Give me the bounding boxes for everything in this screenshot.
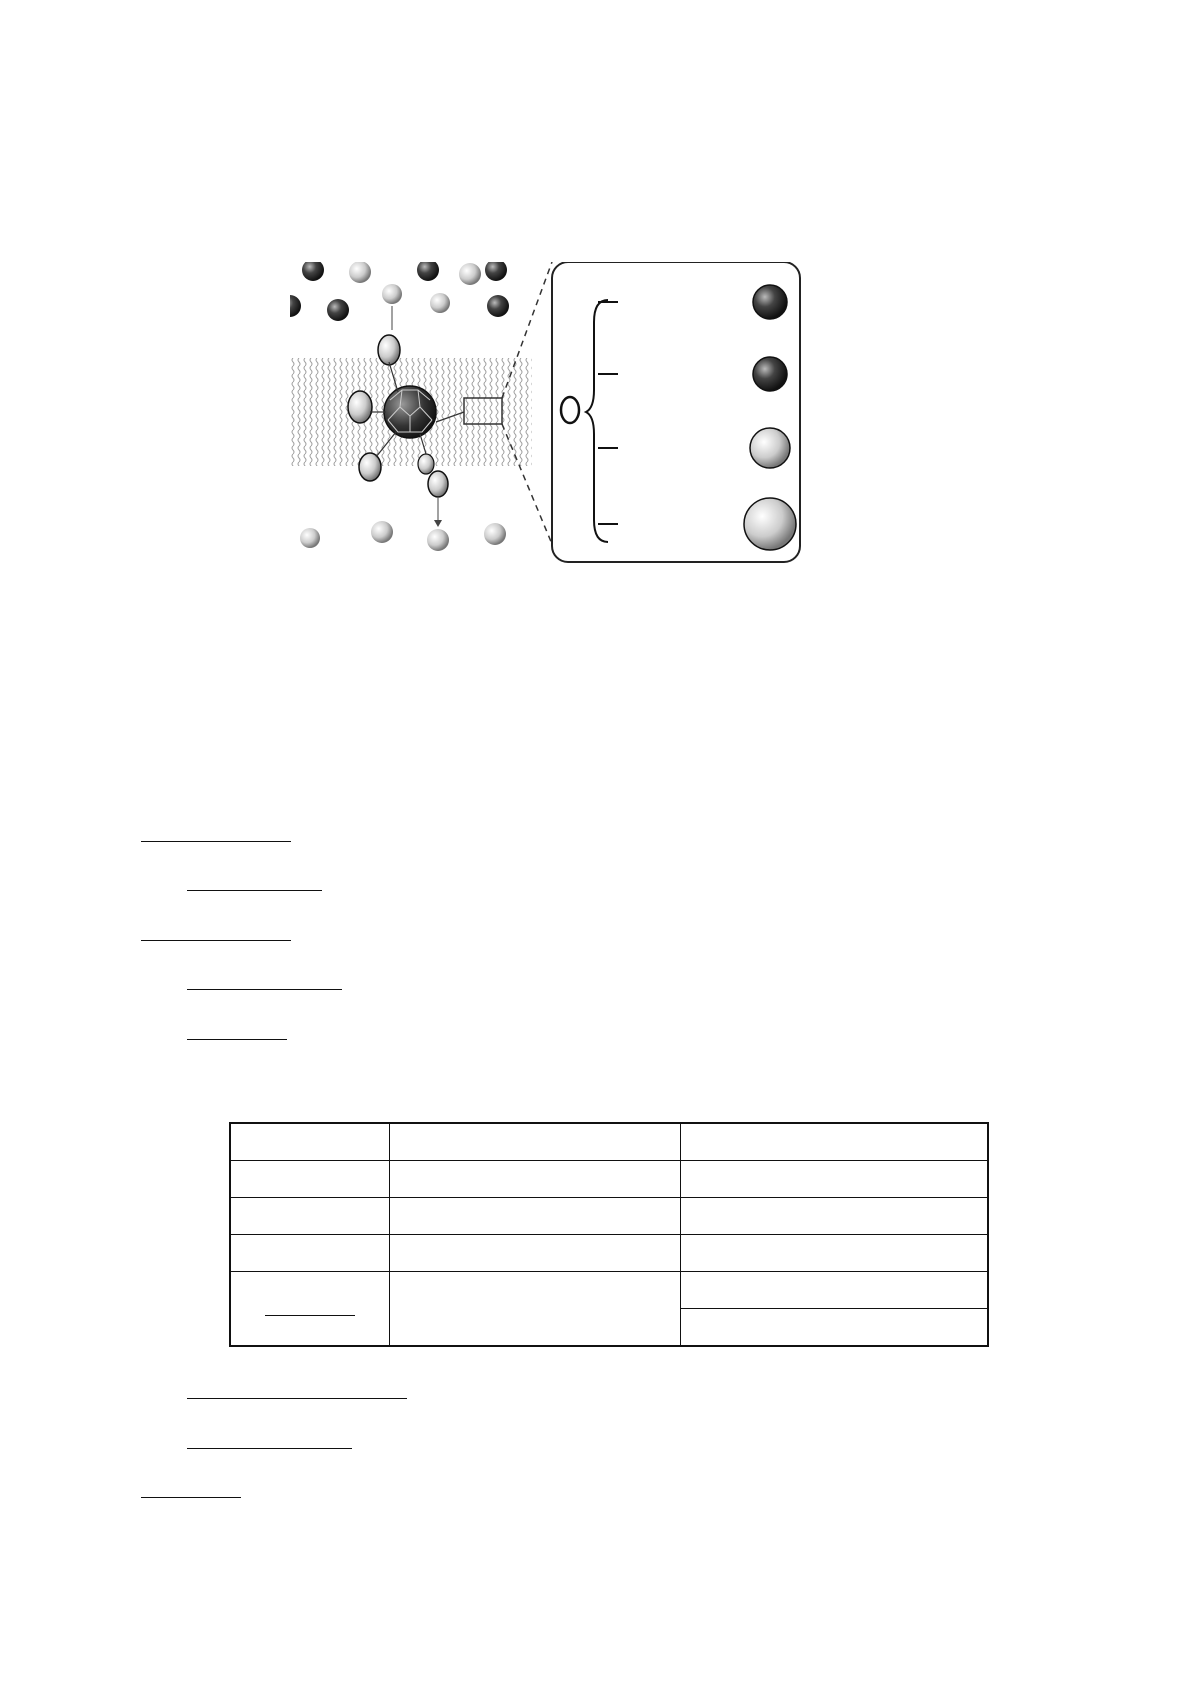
q1-blank-1[interactable] — [141, 815, 291, 842]
table-cell — [390, 1198, 681, 1235]
q3-blank-1[interactable] — [187, 1372, 407, 1399]
table-cell — [681, 1161, 989, 1198]
table-cell — [681, 1272, 989, 1309]
fullerene-core — [384, 386, 436, 438]
table-header-cell — [390, 1123, 681, 1161]
table-cell — [230, 1235, 390, 1272]
q2-line-3 — [183, 1013, 291, 1049]
ions-above — [290, 262, 509, 321]
table-header-row — [230, 1123, 988, 1161]
table-cell — [230, 1198, 390, 1235]
table-blank-cell[interactable] — [230, 1272, 390, 1347]
q2-blank-2[interactable] — [187, 963, 342, 990]
q3-table-blank[interactable] — [265, 1301, 355, 1316]
q2-blank-3[interactable] — [187, 1013, 287, 1040]
q3-reason-1 — [183, 1372, 411, 1408]
table-row — [230, 1198, 988, 1235]
table-cell — [681, 1309, 989, 1347]
table-header-cell — [681, 1123, 989, 1161]
table-cell — [390, 1161, 681, 1198]
q1-blank-2[interactable] — [187, 864, 322, 891]
table-cell — [390, 1272, 681, 1347]
crown-ether-table — [229, 1122, 989, 1347]
q3-reason-2 — [183, 1422, 356, 1458]
table-row — [230, 1161, 988, 1198]
membrane-transport-figure — [290, 262, 910, 607]
q4-line — [135, 1471, 247, 1507]
table-cell — [230, 1161, 390, 1198]
q2-blank-1[interactable] — [141, 914, 291, 941]
crown-ether-inset — [552, 262, 800, 562]
q4-blank[interactable] — [141, 1471, 241, 1498]
q2-line-1 — [135, 914, 297, 950]
table-row — [230, 1272, 988, 1309]
ions-below — [300, 498, 506, 551]
table-cell — [390, 1235, 681, 1272]
table-row — [230, 1235, 988, 1272]
table-header-cell — [230, 1123, 390, 1161]
table-cell — [681, 1235, 989, 1272]
q1-line-2 — [183, 864, 326, 900]
table-cell — [681, 1198, 989, 1235]
q1-line-1 — [135, 815, 297, 851]
q2-line-2 — [183, 963, 346, 999]
q3-blank-2[interactable] — [187, 1422, 352, 1449]
